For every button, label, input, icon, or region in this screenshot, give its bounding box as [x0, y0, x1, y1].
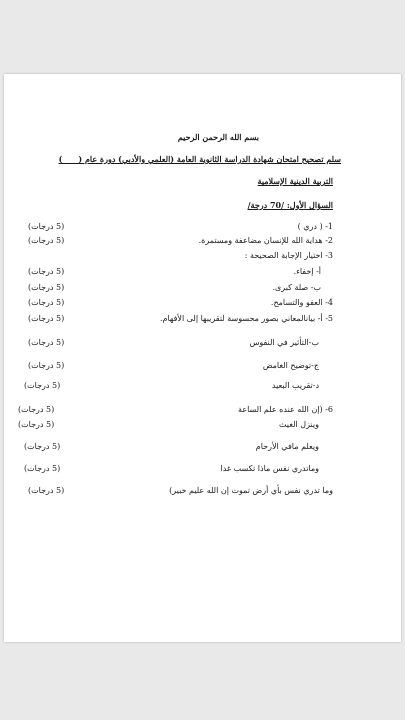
- answer-mark: (5 درجات): [28, 314, 65, 323]
- answer-mark: (5 درجات): [28, 283, 65, 292]
- answer-mark: (5 درجات): [18, 405, 55, 414]
- answer-line: 2- هداية الله للإنسان مضاعفة ومستمرة.: [198, 236, 333, 245]
- answer-line: ويعلم مافي الأرحام: [255, 442, 319, 451]
- answer-mark: (5 درجات): [24, 442, 61, 451]
- document-page: [4, 74, 401, 642]
- basmala: بسم الله الرحمن الرحيم: [177, 132, 259, 142]
- question-heading: السؤال الأول: /70 درجة/: [247, 200, 333, 210]
- answer-line: 6- (إن الله عنده علم الساعة: [238, 405, 333, 414]
- answer-line: ج-توضيح الغامض: [262, 361, 319, 370]
- answer-line: 3- اختيار الإجابة الصحيحة :: [244, 251, 333, 260]
- answer-line: أ- إخفاء.: [293, 267, 321, 276]
- answer-line: وما تدري نفس بأي أرض تموت إن الله عليم خبير): [169, 486, 333, 495]
- answer-line: 5- أ- بيانالمعاني بصور محسوسة لتقريبها إلى الأفهام.: [159, 314, 333, 323]
- answer-line: وماتدري نفس ماذا تكسب غدا: [220, 464, 319, 473]
- answer-mark: (5 درجات): [28, 338, 65, 347]
- answer-mark: (5 درجات): [18, 420, 55, 429]
- answer-mark: (5 درجات): [28, 361, 65, 370]
- answer-line: ب- صلة كبرى.: [272, 283, 321, 292]
- answer-mark: (5 درجات): [28, 222, 65, 231]
- answer-line: ب-التأثير في النفوس: [249, 338, 319, 347]
- answer-mark: (5 درجات): [28, 267, 65, 276]
- answer-line: 4- العفو والتسامح.: [270, 298, 333, 307]
- answer-mark: (5 درجات): [24, 381, 61, 390]
- answer-line: 1- ( دري ): [297, 222, 333, 231]
- document-title: سلم تصحيح امتحان شهادة الدراسة الثانوية العامة (العلمي والأدبي) دورة عام (____): [58, 154, 341, 164]
- subject-heading: التربية الدينية الإسلامية: [257, 176, 333, 186]
- answer-mark: (5 درجات): [28, 236, 65, 245]
- answer-mark: (5 درجات): [24, 464, 61, 473]
- answer-mark: (5 درجات): [28, 486, 65, 495]
- answer-line: د-تقريب البعيد: [271, 381, 319, 390]
- answer-mark: (5 درجات): [28, 298, 65, 307]
- answer-line: وينزل الغيث: [278, 420, 319, 429]
